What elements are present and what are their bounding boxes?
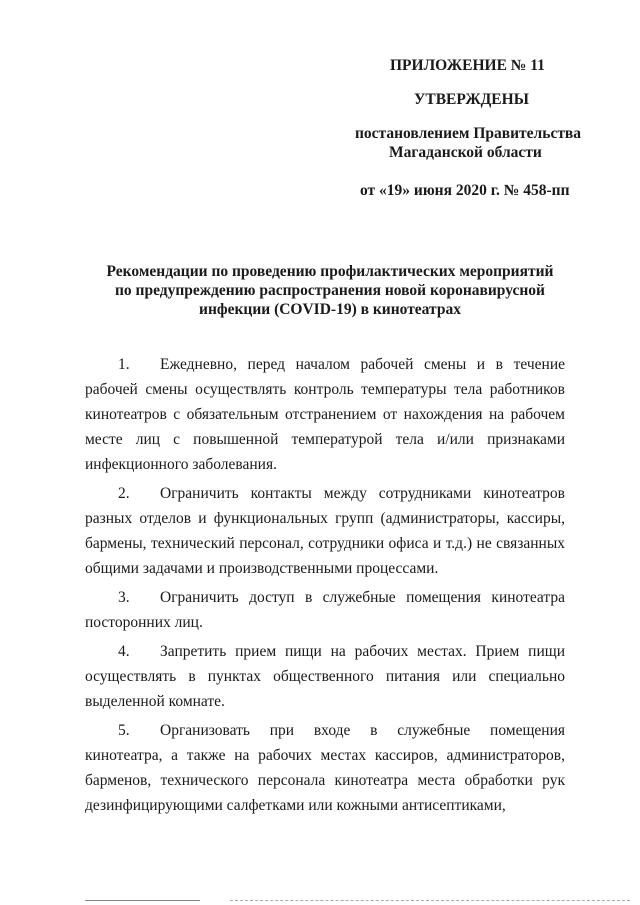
appendix-number: ПРИЛОЖЕНИЕ № 11 [390,57,545,74]
title-line-1: Рекомендации по проведению профилактических мероприятий [106,263,554,280]
paragraph-3 [85,585,565,635]
document-title [80,262,580,319]
paragraph-text: Ежедневно, перед началом рабочей смены и в течение рабочей смены осуществлять контроль температуры тела работников кинотеатров с обязательным отстранением от нахождения на рабочем месте лиц с повышенной температурой тела и/или признаками инфекционного заболевания. [85,356,565,473]
paragraph-5 [85,718,565,818]
paragraph-number: 2. [118,485,130,502]
decree-line-1: постановлением Правительства [355,125,582,142]
paragraph-text: Ограничить контакты между сотрудниками кинотеатров разных отделов и функциональных групп (администраторы, кассиры, бармены, технический персонал, сотрудники офиса и т.д.) не связанных общими задачами и производственными процессами. [85,485,565,577]
paragraph-4 [85,639,565,714]
decree-date-line: от «19» июня 2020 г. № 458-пп [360,182,570,199]
paragraph-text: Запретить прием пищи на рабочих местах. Прием пищи осуществлять в пунктах общественного питания или специально выделенной комнате. [85,643,565,710]
title-line-3: инфекции (COVID-19) в кинотеатрах [199,301,461,318]
document-body [85,352,565,822]
footer-rule [85,900,200,901]
paragraph-1 [85,352,565,477]
paragraph-text: Ограничить доступ в служебные помещения кинотеатра посторонних лиц. [85,589,565,631]
paragraph-number: 5. [118,722,130,739]
approved-label: УТВЕРЖДЕНЫ [414,91,529,108]
decree-line-2: Магаданской области [389,144,542,161]
paragraph-number: 3. [118,589,130,606]
title-line-2: по предупреждению распространения новой коронавирусной [114,282,545,299]
paragraph-2 [85,481,565,581]
paragraph-number: 1. [118,356,130,373]
paragraph-text: Организовать при входе в служебные помещения кинотеатра, а также на рабочих местах кассиров, администраторов, барменов, технического персонала кинотеатра места обработки рук дезинфицирующими салфетками или кожными антисептиками, [85,722,565,814]
footer-dashed-rule [230,900,630,901]
paragraph-number: 4. [118,643,130,660]
